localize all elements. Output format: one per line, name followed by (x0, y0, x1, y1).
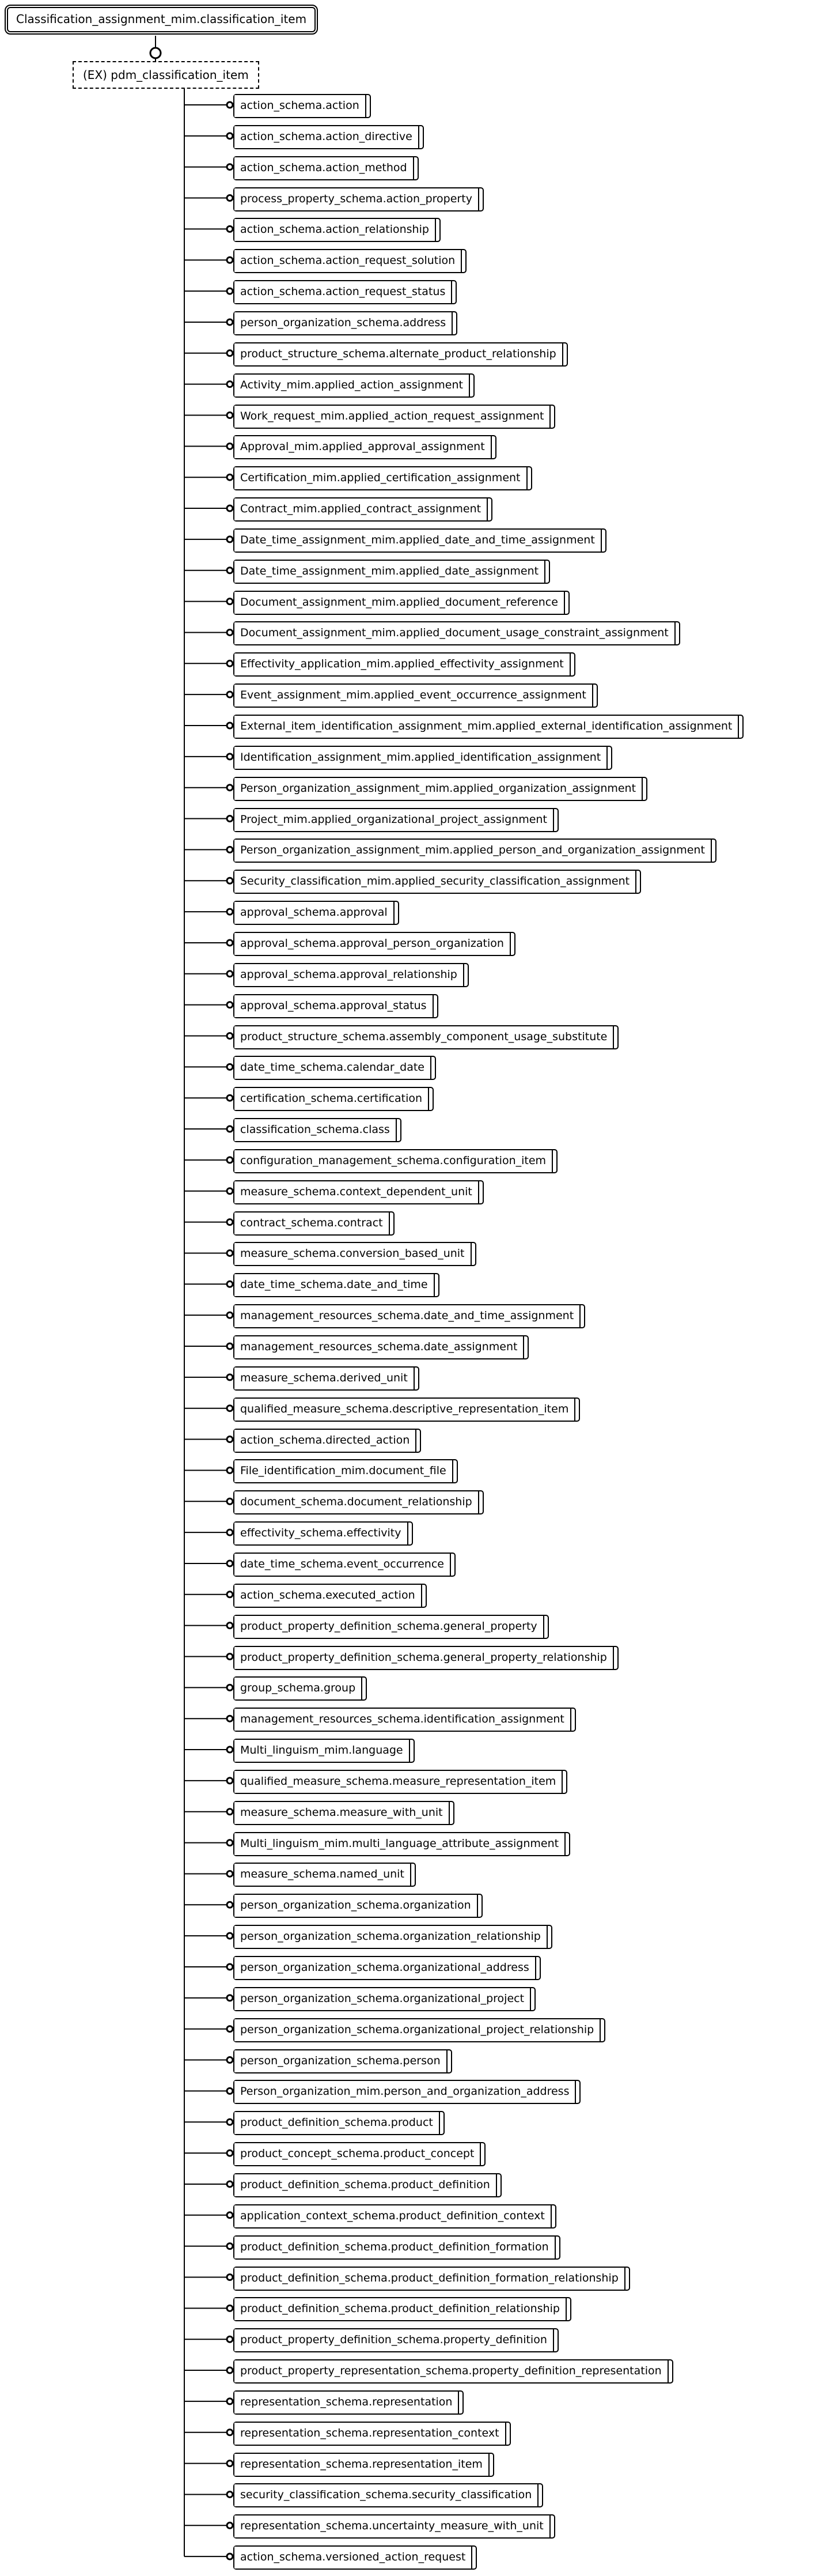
select-item-box (233, 2235, 560, 2260)
select-item-label: product_concept_schema.product_concept (234, 2143, 481, 2165)
select-item-box (233, 187, 484, 211)
select-item-box (233, 497, 492, 522)
select-item-label: action_schema.action_method (234, 157, 414, 179)
select-item-box (233, 2080, 581, 2104)
select-item-box (233, 1987, 536, 2011)
select-item-box (233, 2453, 494, 2477)
branch-end-circle (227, 133, 233, 139)
select-item-box (233, 1211, 395, 1236)
branch-end-circle (227, 1188, 233, 1194)
select-item-box (233, 2142, 486, 2166)
select-item-label: person_organization_schema.organizational_address (234, 1957, 536, 1979)
relationship-end-circle (150, 48, 161, 58)
select-item-label: action_schema.action (234, 95, 366, 117)
branch-end-circle (227, 1498, 233, 1504)
select-item-label: product_property_definition_schema.general_property (234, 1616, 544, 1638)
select-item-label: date_time_schema.calendar_date (234, 1057, 431, 1079)
branch-end-circle (227, 226, 233, 232)
select-item-label: representation_schema.representation_item (234, 2454, 490, 2476)
select-item-label: product_definition_schema.product_definition (234, 2174, 497, 2196)
select-item-box (233, 746, 612, 770)
select-item-box (233, 1956, 541, 1980)
select-item-label: person_organization_schema.person (234, 2050, 448, 2072)
branch-end-circle (227, 723, 233, 728)
branch-end-circle (227, 1561, 233, 1566)
select-item-label: application_context_schema.product_definition_context (234, 2205, 552, 2227)
select-item-box (233, 1490, 484, 1514)
select-item-label: measure_schema.context_dependent_unit (234, 1181, 479, 1203)
select-item-label: File_identification_mim.document_file (234, 1460, 453, 1482)
branch-end-circle (227, 2461, 233, 2467)
branch-end-circle (227, 816, 233, 822)
select-item-label: Date_time_assignment_mim.applied_date_assignment (234, 561, 545, 583)
select-item-box (233, 528, 606, 553)
select-item-box (233, 2422, 511, 2446)
select-item-box (233, 683, 598, 708)
select-item-label: Activity_mim.applied_action_assignment (234, 375, 470, 396)
select-item-box (233, 1615, 549, 1639)
branch-end-circle (227, 2430, 233, 2435)
select-item-box (233, 2173, 502, 2197)
select-item-label: security_classification_schema.security_classification (234, 2484, 539, 2506)
select-item-box (233, 1863, 416, 1887)
branch-end-circle (227, 1095, 233, 1101)
select-item-label: Work_request_mim.applied_action_request_assignment (234, 406, 551, 428)
branch-end-circle (227, 1747, 233, 1752)
branch-end-circle (227, 474, 233, 480)
select-item-box (233, 2267, 630, 2291)
select-item-label: management_resources_schema.date_and_time_assignment (234, 1305, 581, 1327)
select-item-label: Effectivity_application_mim.applied_effectivity_assignment (234, 654, 571, 675)
select-item-label: person_organization_schema.organization (234, 1895, 478, 1917)
branch-end-circle (227, 629, 233, 635)
select-item-label: product_definition_schema.product (234, 2112, 440, 2134)
branch-end-circle (227, 2399, 233, 2404)
select-item-box (233, 1366, 419, 1391)
branch-end-circle (227, 413, 233, 418)
select-item-label: configuration_management_schema.configuration_item (234, 1150, 553, 1172)
branch-end-circle (227, 1871, 233, 1876)
select-item-label: person_organization_schema.organizational_project (234, 1988, 531, 2010)
select-item-label: classification_schema.class (234, 1119, 397, 1141)
select-item-box (233, 342, 568, 367)
branch-end-circle (227, 1933, 233, 1939)
branch-end-circle (227, 1623, 233, 1629)
select-item-box (233, 94, 371, 118)
select-item-label: Project_mim.applied_organizational_project_assignment (234, 809, 554, 831)
branch-end-circle (227, 2522, 233, 2528)
branch-end-circle (227, 1219, 233, 1225)
branch-end-circle (227, 537, 233, 542)
select-item-box (233, 466, 532, 490)
branch-end-circle (227, 660, 233, 666)
select-item-label: process_property_schema.action_property (234, 188, 479, 210)
select-item-box (233, 1676, 367, 1701)
branch-end-circle (227, 2275, 233, 2280)
select-item-label: approval_schema.approval_person_organization (234, 933, 511, 955)
select-item-label: product_structure_schema.alternate_product_relationship (234, 343, 563, 365)
select-item-label: Approval_mim.applied_approval_assignment (234, 436, 492, 458)
select-item-label: action_schema.directed_action (234, 1430, 416, 1452)
select-item-label: contract_schema.contract (234, 1213, 390, 1234)
branch-end-circle (227, 1716, 233, 1721)
select-item-box (233, 560, 550, 584)
branch-end-circle (227, 1529, 233, 1535)
select-item-box (233, 1832, 570, 1856)
branch-end-circle (227, 319, 233, 325)
select-item-box (233, 1149, 558, 1173)
select-item-box (233, 652, 575, 677)
select-item-box (233, 591, 570, 615)
branch-end-circle (227, 2026, 233, 2032)
branch-end-circle (227, 1406, 233, 1411)
select-item-box (233, 901, 399, 925)
select-item-label: person_organization_schema.organization_relationship (234, 1926, 548, 1948)
select-item-box (233, 838, 716, 863)
select-item-box (233, 2483, 543, 2507)
select-item-box (233, 870, 641, 894)
select-item-box (233, 1708, 576, 1732)
branch-end-circle (227, 1126, 233, 1132)
branch-end-circle (227, 1343, 233, 1349)
select-item-label: representation_schema.uncertainty_measure_with_unit (234, 2515, 551, 2537)
select-item-box (233, 2111, 445, 2135)
select-item-box (233, 994, 438, 1018)
select-item-label: External_item_identification_assignment_mim.applied_external_identification_assignment (234, 716, 739, 738)
select-item-label: qualified_measure_schema.measure_representation_item (234, 1771, 563, 1793)
select-item-label: approval_schema.approval_relationship (234, 964, 464, 986)
branch-end-circle (227, 1995, 233, 2001)
branch-end-circle (227, 2305, 233, 2311)
select-item-box (233, 1584, 427, 1608)
select-item-label: Person_organization_assignment_mim.applied_person_and_organization_assignment (234, 840, 712, 862)
select-item-label: Event_assignment_mim.applied_event_occurrence_assignment (234, 685, 593, 707)
branch-end-circle (227, 1654, 233, 1660)
branch-end-circle (227, 2119, 233, 2125)
branch-end-circle (227, 909, 233, 915)
branch-end-circle (227, 1778, 233, 1784)
select-item-label: approval_schema.approval_status (234, 995, 434, 1017)
branch-end-circle (227, 2491, 233, 2497)
select-item-box (233, 808, 559, 832)
select-item-label: product_structure_schema.assembly_component_usage_substitute (234, 1026, 614, 1048)
select-item-box (233, 1925, 552, 1949)
select-item-box (233, 218, 441, 242)
branch-end-circle (227, 288, 233, 294)
select-item-label: date_time_schema.date_and_time (234, 1274, 435, 1296)
select-item-label: Date_time_assignment_mim.applied_date_and_time_assignment (234, 530, 602, 552)
branch-end-circle (227, 692, 233, 697)
select-item-box (233, 1273, 439, 1297)
select-item-box (233, 932, 515, 956)
select-item-label: approval_schema.approval (234, 902, 395, 924)
select-item-label: certification_schema.certification (234, 1088, 429, 1110)
branch-end-circle (227, 1809, 233, 1815)
select-item-box (233, 435, 496, 459)
select-item-label: Multi_linguism_mim.language (234, 1740, 410, 1762)
branch-end-circle (227, 971, 233, 977)
select-item-label: Identification_assignment_mim.applied_identification_assignment (234, 747, 608, 769)
select-item-label: action_schema.versioned_action_request (234, 2547, 472, 2569)
branch-end-circle (227, 878, 233, 883)
select-item-box (233, 2390, 464, 2415)
select-item-box (233, 1429, 421, 1453)
select-item-label: action_schema.action_directive (234, 126, 419, 148)
select-item-label: Person_organization_assignment_mim.applied_organization_assignment (234, 778, 643, 800)
select-item-box (233, 1646, 619, 1670)
select-item-label: management_resources_schema.identification_assignment (234, 1709, 571, 1731)
select-item-box (233, 156, 419, 180)
branch-end-circle (227, 1374, 233, 1380)
branch-end-circle (227, 195, 233, 201)
select-item-label: representation_schema.representation_context (234, 2423, 506, 2445)
branch-end-circle (227, 382, 233, 387)
select-item-label: action_schema.action_request_status (234, 281, 452, 303)
branch-end-circle (227, 102, 233, 108)
branch-end-circle (227, 1281, 233, 1287)
branch-end-circle (227, 847, 233, 852)
branch-end-circle (227, 350, 233, 356)
select-item-box (233, 1118, 401, 1142)
branch-end-circle (227, 505, 233, 511)
select-item-box (233, 1056, 436, 1080)
select-item-label: product_definition_schema.product_definition_formation (234, 2237, 556, 2258)
branch-end-circle (227, 1964, 233, 1970)
branch-end-circle (227, 257, 233, 263)
branch-end-circle (227, 164, 233, 170)
select-item-label: Person_organization_mim.person_and_organization_address (234, 2081, 576, 2103)
select-item-box (233, 1180, 484, 1204)
select-item-box (233, 777, 647, 801)
select-item-box (233, 280, 457, 304)
branch-end-circle (227, 1002, 233, 1008)
select-item-box (233, 621, 680, 645)
select-item-box (233, 1894, 483, 1918)
select-item-label: qualified_measure_schema.descriptive_representation_item (234, 1399, 575, 1421)
select-item-box (233, 1242, 476, 1266)
select-item-box (233, 2049, 452, 2073)
select-item-label: effectivity_schema.effectivity (234, 1523, 408, 1544)
branch-end-circle (227, 1064, 233, 1070)
branch-end-circle (227, 1902, 233, 1908)
select-item-box (233, 311, 457, 335)
select-item-label: Contract_mim.applied_contract_assignment (234, 498, 488, 520)
root-entity-box: Classification_assignment_mim.classification_item (7, 7, 316, 32)
select-item-label: group_schema.group (234, 1678, 362, 1699)
select-item-label: management_resources_schema.date_assignment (234, 1336, 524, 1358)
select-item-box (233, 1553, 456, 1577)
select-item-label: document_schema.document_relationship (234, 1491, 479, 1513)
branch-end-circle (227, 2554, 233, 2559)
select-item-label: measure_schema.measure_with_unit (234, 1802, 450, 1824)
select-item-box (233, 2328, 559, 2352)
select-item-label: measure_schema.derived_unit (234, 1368, 415, 1389)
select-item-box (233, 1801, 454, 1825)
branch-end-circle (227, 1592, 233, 1597)
branch-end-circle (227, 599, 233, 605)
branch-end-circle (227, 785, 233, 791)
select-item-box (233, 2359, 673, 2384)
branch-end-circle (227, 2367, 233, 2373)
branch-end-circle (227, 443, 233, 449)
select-item-label: Document_assignment_mim.applied_document_reference (234, 592, 565, 614)
branch-end-circle (227, 1437, 233, 1442)
select-item-box (233, 1087, 434, 1111)
select-item-label: Certification_mim.applied_certification_assignment (234, 467, 528, 489)
select-item-box (233, 2204, 556, 2228)
select-item-box (233, 2514, 555, 2539)
select-item-label: product_property_definition_schema.general_property_relationship (234, 1647, 614, 1669)
branch-end-circle (227, 2336, 233, 2342)
branch-end-circle (227, 2150, 233, 2156)
branch-end-circle (227, 1840, 233, 1846)
select-item-label: Security_classification_mim.applied_security_classification_assignment (234, 871, 636, 893)
branch-end-circle (227, 940, 233, 946)
select-item-label: Multi_linguism_mim.multi_language_attribute_assignment (234, 1833, 566, 1855)
select-item-box (233, 373, 475, 398)
select-item-label: measure_schema.named_unit (234, 1864, 411, 1886)
select-item-box (233, 1739, 415, 1763)
select-item-label: person_organization_schema.organizational_project_relationship (234, 2019, 601, 2041)
branch-end-circle (227, 1157, 233, 1163)
select-item-box (233, 405, 555, 429)
select-item-box (233, 1770, 567, 1794)
branch-end-circle (227, 1250, 233, 1256)
select-item-label: product_definition_schema.product_definition_formation_relationship (234, 2268, 625, 2290)
select-item-box (233, 715, 744, 739)
select-item-box (233, 963, 469, 987)
branch-end-circle (227, 1684, 233, 1690)
select-type-box: (EX) pdm_classification_item (73, 61, 259, 89)
select-item-box (233, 2545, 477, 2570)
select-item-label: representation_schema.representation (234, 2392, 459, 2413)
select-item-label: date_time_schema.event_occurrence (234, 1554, 451, 1576)
select-item-box (233, 2297, 571, 2321)
select-item-label: measure_schema.conversion_based_unit (234, 1243, 472, 1265)
select-item-box (233, 1335, 529, 1359)
select-item-box (233, 1304, 585, 1328)
select-item-box (233, 249, 467, 273)
select-item-box (233, 1397, 580, 1422)
select-item-label: product_property_representation_schema.property_definition_representation (234, 2360, 669, 2382)
branch-end-circle (227, 1467, 233, 1473)
select-item-label: Document_assignment_mim.applied_document_usage_constraint_assignment (234, 622, 676, 644)
branch-end-circle (227, 2212, 233, 2218)
select-item-label: action_schema.action_relationship (234, 219, 436, 241)
select-item-label: person_organization_schema.address (234, 312, 453, 334)
branch-end-circle (227, 568, 233, 573)
branch-end-circle (227, 2057, 233, 2063)
branch-end-circle (227, 2088, 233, 2094)
select-item-box (233, 1521, 413, 1546)
select-item-box (233, 1025, 619, 1049)
select-item-label: action_schema.action_request_solution (234, 250, 462, 272)
branch-end-circle (227, 1033, 233, 1039)
branch-end-circle (227, 754, 233, 760)
select-item-label: product_property_definition_schema.property_definition (234, 2329, 554, 2351)
select-item-label: product_definition_schema.product_definition_relationship (234, 2298, 567, 2320)
select-item-label: action_schema.executed_action (234, 1585, 422, 1607)
branch-end-circle (227, 2243, 233, 2249)
branch-end-circle (227, 1312, 233, 1318)
select-item-box (233, 1459, 458, 1483)
select-item-box (233, 2018, 605, 2042)
select-item-box (233, 125, 424, 149)
branch-end-circle (227, 2181, 233, 2187)
